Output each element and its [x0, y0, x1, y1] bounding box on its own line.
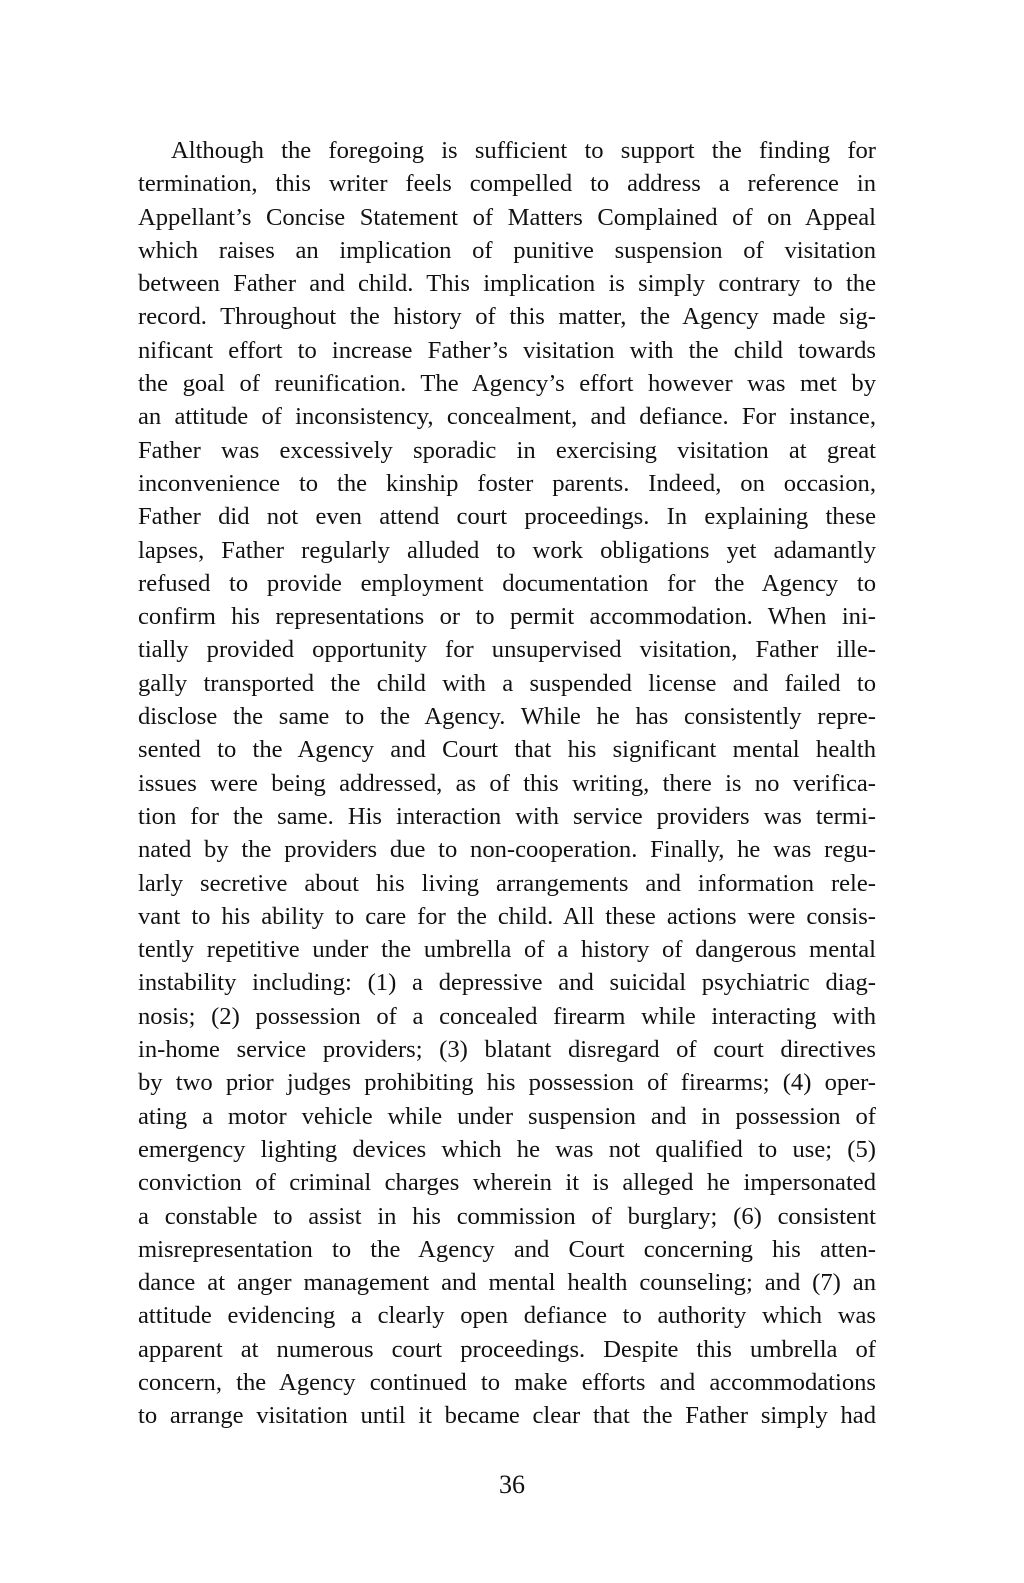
text-line: termination, this writer feels compelled to address a reference in: [138, 170, 876, 198]
text-line: the goal of reunification. The Agency’s effort however was met by: [138, 370, 876, 398]
text-line: inconvenience to the kinship foster parents. Indeed, on occasion,: [138, 469, 876, 497]
text-line: nated by the providers due to non-cooperation. Finally, he was regu-: [138, 836, 876, 864]
text-line: issues were being addressed, as of this writing, there is no verifica-: [138, 769, 876, 797]
text-line: ating a motor vehicle while under suspension and in possession of: [138, 1102, 876, 1130]
text-line: conviction of criminal charges wherein it is alleged he impersonated: [138, 1169, 876, 1197]
text-line: in-home service providers; (3) blatant disregard of court directives: [138, 1036, 876, 1064]
body-paragraph: [138, 134, 876, 1433]
text-line: between Father and child. This implication is simply contrary to the: [138, 270, 876, 298]
text-line: attitude evidencing a clearly open defiance to authority which was: [138, 1302, 876, 1330]
text-line: which raises an implication of punitive suspension of visitation: [138, 236, 876, 264]
text-line: tion for the same. His interaction with service providers was termi-: [138, 802, 876, 830]
text-line: emergency lighting devices which he was not qualified to use; (5): [138, 1135, 876, 1163]
text-line: confirm his representations or to permit accommodation. When ini-: [138, 603, 876, 631]
text-line: to arrange visitation until it became clear that the Father simply had: [138, 1402, 876, 1430]
text-line: nosis; (2) possession of a concealed firearm while interacting with: [138, 1002, 876, 1030]
text-line: record. Throughout the history of this matter, the Agency made sig-: [138, 303, 876, 331]
text-line: nificant effort to increase Father’s visitation with the child towards: [138, 336, 876, 364]
text-line: apparent at numerous court proceedings. Despite this umbrella of: [138, 1335, 876, 1363]
text-line: by two prior judges prohibiting his possession of firearms; (4) oper-: [138, 1069, 876, 1097]
text-line: Father was excessively sporadic in exercising visitation at great: [138, 436, 876, 464]
text-line: a constable to assist in his commission of burglary; (6) consistent: [138, 1202, 876, 1230]
text-line: Appellant’s Concise Statement of Matters Complained of on Appeal: [138, 203, 876, 231]
text-line: misrepresentation to the Agency and Court concerning his atten-: [138, 1235, 876, 1263]
text-line: disclose the same to the Agency. While he has consistently repre-: [138, 703, 876, 731]
page-number: 36: [499, 1470, 525, 1499]
text-line: instability including: (1) a depressive and suicidal psychiatric diag-: [138, 969, 876, 997]
text-line: concern, the Agency continued to make efforts and accommodations: [138, 1368, 876, 1396]
text-line: sented to the Agency and Court that his significant mental health: [138, 736, 876, 764]
text-line: Father did not even attend court proceedings. In explaining these: [138, 503, 876, 531]
text-line: vant to his ability to care for the child. All these actions were consis-: [138, 902, 876, 930]
text-line: Although the foregoing is sufficient to support the finding for: [171, 137, 876, 164]
text-line: tently repetitive under the umbrella of a history of dangerous mental: [138, 936, 876, 964]
text-line: gally transported the child with a suspended license and failed to: [138, 669, 876, 697]
text-line: lapses, Father regularly alluded to work obligations yet adamantly: [138, 536, 876, 564]
text-line: dance at anger management and mental health counseling; and (7) an: [138, 1269, 876, 1297]
text-line: an attitude of inconsistency, concealment, and defiance. For instance,: [138, 403, 876, 431]
text-line: refused to provide employment documentation for the Agency to: [138, 569, 876, 597]
text-line: larly secretive about his living arrangements and information rele-: [138, 869, 876, 897]
text-line: tially provided opportunity for unsupervised visitation, Father ille-: [138, 636, 876, 664]
